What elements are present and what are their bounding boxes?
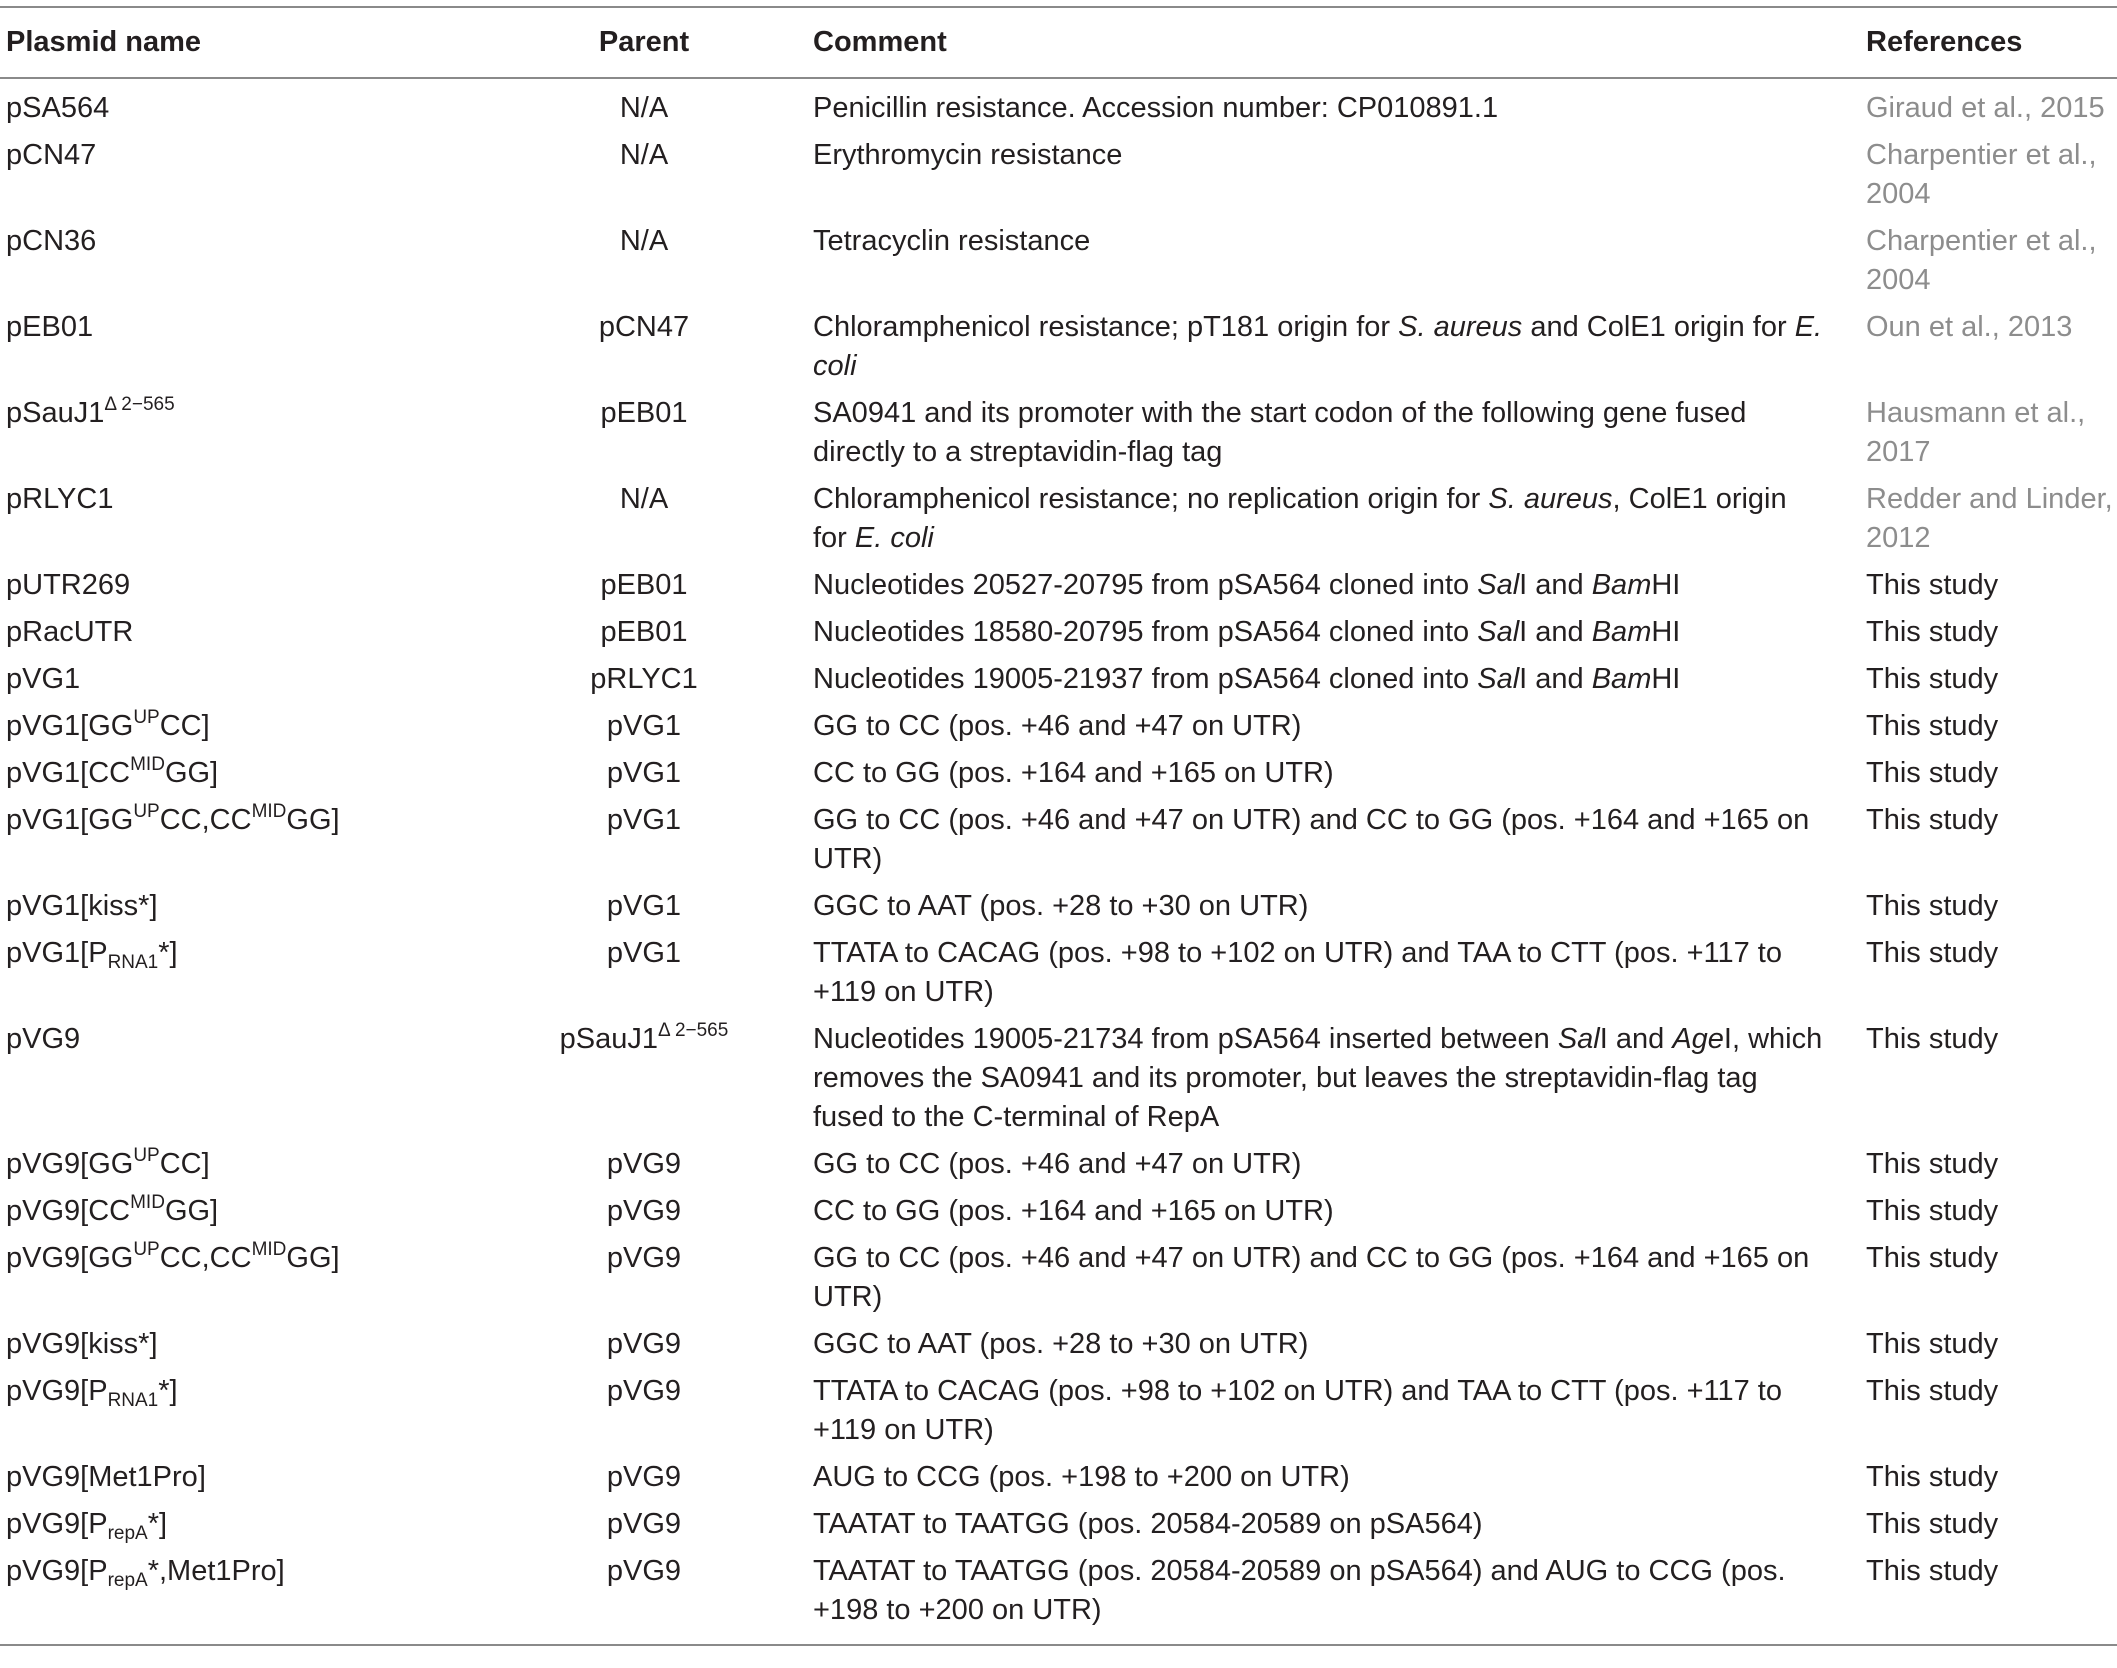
table-row <box>0 476 2117 562</box>
text-run: *] <box>158 937 178 969</box>
text-run: pVG1[GG <box>6 710 134 742</box>
text-run: pVG9[P <box>6 1508 108 1540</box>
table-row <box>0 1235 2117 1321</box>
parent-cell <box>475 797 813 883</box>
parent-cell <box>475 562 813 609</box>
parent-cell <box>475 750 813 797</box>
parent-cell <box>475 1501 813 1548</box>
text-run: pVG9 <box>606 1508 682 1540</box>
plasmid-name-cell <box>0 1235 475 1321</box>
subscript-text: RNA1 <box>107 1390 159 1411</box>
subscript-text: repA <box>107 1523 148 1544</box>
table-row <box>0 1548 2117 1645</box>
text-run: *,Met1Pro] <box>147 1555 285 1587</box>
plasmid-name-cell <box>0 1501 475 1548</box>
parent-cell <box>475 1016 813 1141</box>
parent-cell <box>475 656 813 703</box>
table-body <box>0 78 2117 1645</box>
reference-cell: This study <box>1866 569 1999 601</box>
text-run: Nucleotides 19005-21734 from pSA564 inserted between <box>813 1023 1558 1055</box>
text-run: pCN47 <box>598 311 690 343</box>
text-run: TTATA to CACAG (pos. +98 to +102 on UTR) and TAA to CTT (pos. +117 to +119 on UTR) <box>813 937 1782 1008</box>
text-run: I and <box>1519 616 1592 648</box>
text-run: pVG9[GG <box>6 1148 134 1180</box>
italic-text: S. aureus <box>1398 311 1523 343</box>
comment-cell <box>813 562 1866 609</box>
table-row <box>0 883 2117 930</box>
superscript-text: MID <box>130 1192 165 1213</box>
text-run: pVG9 <box>606 1148 682 1180</box>
text-run: Penicillin resistance. Accession number: CP010891.1 <box>813 92 1499 124</box>
table-row <box>0 797 2117 883</box>
text-run: pRacUTR <box>6 616 134 648</box>
table-row <box>0 930 2117 1016</box>
plasmid-name-cell <box>0 930 475 1016</box>
italic-text: Sal <box>1477 663 1520 695</box>
superscript-text: MID <box>251 1239 287 1260</box>
text-run: GG] <box>164 1195 219 1227</box>
plasmid-name-cell <box>0 218 475 304</box>
plasmid-name-cell <box>0 1368 475 1454</box>
reference-cell: This study <box>1866 663 1999 695</box>
text-run: pVG9[Met1Pro] <box>6 1461 206 1493</box>
plasmid-name-cell <box>0 609 475 656</box>
text-run: Chloramphenicol resistance; pT181 origin for <box>813 311 1399 343</box>
text-run: TAATAT to TAATGG (pos. 20584-20589 on pSA564) <box>813 1508 1483 1540</box>
header-parent: Parent <box>598 26 690 58</box>
text-run: CC to GG (pos. +164 and +165 on UTR) <box>813 1195 1334 1227</box>
italic-text: Age <box>1672 1023 1724 1055</box>
text-run: pEB01 <box>600 569 688 601</box>
text-run: AUG to CCG (pos. +198 to +200 on UTR) <box>813 1461 1350 1493</box>
reference-link[interactable]: Oun et al., 2013 <box>1866 311 2073 343</box>
parent-cell <box>475 476 813 562</box>
reference-cell: This study <box>1866 890 1999 922</box>
plasmid-name-cell <box>0 883 475 930</box>
superscript-text: MID <box>251 801 287 822</box>
text-run: CC] <box>159 710 210 742</box>
text-run: *] <box>158 1375 178 1407</box>
text-run: CC,CC <box>159 1242 252 1274</box>
parent-cell <box>475 1368 813 1454</box>
text-run: GGC to AAT (pos. +28 to +30 on UTR) <box>813 1328 1309 1360</box>
plasmid-table <box>0 6 2117 1646</box>
text-run: pVG1[P <box>6 937 108 969</box>
comment-cell <box>813 1321 1866 1368</box>
text-run: N/A <box>619 225 669 257</box>
table-row <box>0 1321 2117 1368</box>
parent-cell <box>475 304 813 390</box>
table-row <box>0 78 2117 132</box>
parent-cell <box>475 1548 813 1645</box>
text-run: , ColE1 origin for <box>813 483 1787 554</box>
italic-text: Sal <box>1477 616 1520 648</box>
table-row <box>0 1368 2117 1454</box>
table-row <box>0 218 2117 304</box>
comment-cell <box>813 656 1866 703</box>
comment-cell <box>813 1141 1866 1188</box>
table-row <box>0 1141 2117 1188</box>
text-run: HI <box>1651 616 1681 648</box>
comment-cell <box>813 750 1866 797</box>
text-run: HI <box>1651 663 1681 695</box>
text-run: pEB01 <box>6 311 94 343</box>
comment-cell <box>813 883 1866 930</box>
text-run: GG to CC (pos. +46 and +47 on UTR) <box>813 1148 1302 1180</box>
subscript-text: RNA1 <box>107 952 159 973</box>
superscript-text: MID <box>130 754 165 775</box>
text-run: Nucleotides 18580-20795 from pSA564 cloned into <box>813 616 1478 648</box>
reference-link[interactable]: Charpentier et al., 2004 <box>1866 225 2097 296</box>
comment-cell <box>813 1548 1866 1645</box>
plasmid-name-cell <box>0 1321 475 1368</box>
text-run: TAATAT to TAATGG (pos. 20584-20589 on pSA564) and AUG to CCG (pos. +198 to +200 on UTR) <box>813 1555 1786 1626</box>
text-run: Nucleotides 19005-21937 from pSA564 cloned into <box>813 663 1478 695</box>
comment-cell <box>813 218 1866 304</box>
text-run: pRLYC1 <box>590 663 698 695</box>
text-run: Chloramphenicol resistance; no replication origin for <box>813 483 1489 515</box>
parent-cell <box>475 218 813 304</box>
plasmid-name-cell <box>0 750 475 797</box>
italic-text: E. coli <box>854 522 934 554</box>
italic-text: Sal <box>1557 1023 1600 1055</box>
reference-cell: This study <box>1866 1375 1999 1407</box>
comment-cell <box>813 703 1866 750</box>
text-run: pCN36 <box>6 225 97 257</box>
text-run: pVG9 <box>606 1555 682 1587</box>
comment-cell <box>813 1501 1866 1548</box>
text-run: and ColE1 origin for <box>1522 311 1795 343</box>
text-run: pVG9 <box>606 1328 682 1360</box>
text-run: GG] <box>286 804 340 836</box>
reference-cell: This study <box>1866 1023 1999 1055</box>
text-run: I and <box>1519 569 1592 601</box>
text-run: pVG9 <box>6 1023 81 1055</box>
text-run: pEB01 <box>600 616 688 648</box>
text-run: pVG1[GG <box>6 804 134 836</box>
comment-cell <box>813 78 1866 132</box>
superscript-text: Δ 2−565 <box>104 394 175 415</box>
comment-cell <box>813 1454 1866 1501</box>
parent-cell <box>475 883 813 930</box>
table-row <box>0 132 2117 218</box>
text-run: GG] <box>286 1242 340 1274</box>
italic-text: Bam <box>1591 663 1652 695</box>
reference-cell: This study <box>1866 757 1999 789</box>
superscript-text: UP <box>133 707 160 728</box>
italic-text: E. coli <box>813 311 1823 382</box>
header-comment: Comment <box>813 26 947 58</box>
italic-text: Bam <box>1591 569 1652 601</box>
reference-cell: This study <box>1866 616 1999 648</box>
reference-cell: This study <box>1866 1242 1999 1274</box>
text-run: pEB01 <box>600 397 688 429</box>
parent-cell <box>475 609 813 656</box>
parent-cell <box>475 1454 813 1501</box>
reference-cell: This study <box>1866 1195 1999 1227</box>
parent-cell <box>475 703 813 750</box>
plasmid-name-cell <box>0 1141 475 1188</box>
text-run: TTATA to CACAG (pos. +98 to +102 on UTR) and TAA to CTT (pos. +117 to +119 on UTR) <box>813 1375 1782 1446</box>
text-run: N/A <box>619 139 669 171</box>
reference-cell: This study <box>1866 937 1999 969</box>
parent-cell <box>475 1188 813 1235</box>
plasmid-name-cell <box>0 390 475 476</box>
text-run: GG to CC (pos. +46 and +47 on UTR) and CC to GG (pos. +164 and +165 on UTR) <box>813 1242 1810 1313</box>
subscript-text: repA <box>107 1570 148 1591</box>
comment-cell <box>813 390 1866 476</box>
text-run: pVG9 <box>606 1461 682 1493</box>
text-run: pSauJ1 <box>6 397 105 429</box>
text-run: pVG1[kiss*] <box>6 890 158 922</box>
comment-cell <box>813 1188 1866 1235</box>
plasmid-name-cell <box>0 656 475 703</box>
table-row <box>0 750 2117 797</box>
parent-cell <box>475 1321 813 1368</box>
comment-cell <box>813 797 1866 883</box>
table-row <box>0 703 2117 750</box>
text-run: Tetracyclin resistance <box>813 225 1091 257</box>
text-run: GG to CC (pos. +46 and +47 on UTR) and CC to GG (pos. +164 and +165 on UTR) <box>813 804 1810 875</box>
reference-cell: This study <box>1866 710 1999 742</box>
italic-text: S. aureus <box>1488 483 1613 515</box>
table-row <box>0 304 2117 390</box>
text-run: N/A <box>619 483 669 515</box>
text-run: CC] <box>159 1148 210 1180</box>
comment-cell <box>813 609 1866 656</box>
plasmid-name-cell <box>0 1016 475 1141</box>
reference-link[interactable]: Charpentier et al., 2004 <box>1866 139 2097 210</box>
text-run: pVG1 <box>606 757 682 789</box>
text-run: CC,CC <box>159 804 252 836</box>
text-run: pVG1 <box>606 937 682 969</box>
plasmid-name-cell <box>0 703 475 750</box>
superscript-text: Δ 2−565 <box>658 1020 729 1041</box>
comment-cell <box>813 930 1866 1016</box>
parent-cell <box>475 132 813 218</box>
text-run: pVG9 <box>606 1195 682 1227</box>
comment-cell <box>813 1235 1866 1321</box>
comment-cell <box>813 1368 1866 1454</box>
table-row <box>0 1501 2117 1548</box>
reference-cell: This study <box>1866 804 1999 836</box>
plasmid-name-cell <box>0 797 475 883</box>
text-run: GG to CC (pos. +46 and +47 on UTR) <box>813 710 1302 742</box>
superscript-text: UP <box>133 1145 160 1166</box>
text-run: GG] <box>164 757 219 789</box>
text-run: Nucleotides 20527-20795 from pSA564 cloned into <box>813 569 1478 601</box>
text-run: N/A <box>619 92 669 124</box>
text-run: pVG9[kiss*] <box>6 1328 158 1360</box>
reference-cell: This study <box>1866 1508 1999 1540</box>
table-row <box>0 1454 2117 1501</box>
comment-cell <box>813 132 1866 218</box>
superscript-text: UP <box>133 1239 160 1260</box>
plasmid-name-cell <box>0 132 475 218</box>
plasmid-name-cell <box>0 1188 475 1235</box>
text-run: pVG1 <box>606 804 682 836</box>
text-run: CC to GG (pos. +164 and +165 on UTR) <box>813 757 1334 789</box>
text-run: pVG1 <box>606 890 682 922</box>
reference-cell: This study <box>1866 1555 1999 1587</box>
italic-text: Bam <box>1591 616 1652 648</box>
text-run: pSA564 <box>6 92 110 124</box>
plasmid-name-cell <box>0 562 475 609</box>
text-run: I, which removes the SA0941 and its promoter, but leaves the streptavidin-flag tag fused to the C-terminal of RepA <box>813 1023 1823 1133</box>
italic-text: Sal <box>1477 569 1520 601</box>
plasmid-name-cell <box>0 78 475 132</box>
parent-cell <box>475 930 813 1016</box>
text-run: pVG9[P <box>6 1555 108 1587</box>
text-run: *] <box>147 1508 168 1540</box>
header-references: References <box>1866 26 2023 58</box>
superscript-text: UP <box>133 801 160 822</box>
text-run: pVG9[P <box>6 1375 108 1407</box>
plasmid-name-cell <box>0 304 475 390</box>
text-run: pRLYC1 <box>6 483 114 515</box>
text-run: GGC to AAT (pos. +28 to +30 on UTR) <box>813 890 1309 922</box>
text-run: pVG1 <box>6 663 81 695</box>
plasmid-name-cell <box>0 1454 475 1501</box>
table-row <box>0 609 2117 656</box>
text-run: pVG9[GG <box>6 1242 134 1274</box>
header-row <box>0 7 2117 78</box>
text-run: HI <box>1651 569 1681 601</box>
table-row <box>0 562 2117 609</box>
parent-cell <box>475 78 813 132</box>
table-row <box>0 1188 2117 1235</box>
parent-cell <box>475 1235 813 1321</box>
comment-cell <box>813 476 1866 562</box>
reference-cell: This study <box>1866 1328 1999 1360</box>
table-row <box>0 1016 2117 1141</box>
plasmid-name-cell <box>0 476 475 562</box>
text-run: pUTR269 <box>6 569 131 601</box>
text-run: pSauJ1 <box>559 1023 659 1055</box>
comment-cell <box>813 1016 1866 1141</box>
text-run: pCN47 <box>6 139 97 171</box>
table-row <box>0 656 2117 703</box>
reference-link[interactable]: Hausmann et al., 2017 <box>1866 397 2086 468</box>
reference-link[interactable]: Giraud et al., 2015 <box>1866 92 2105 124</box>
reference-cell: This study <box>1866 1461 1999 1493</box>
text-run: SA0941 and its promoter with the start codon of the following gene fused directly to a streptavidin-flag tag <box>813 397 1747 468</box>
text-run: pVG9[CC <box>6 1195 131 1227</box>
text-run: Erythromycin resistance <box>813 139 1123 171</box>
text-run: pVG1[CC <box>6 757 131 789</box>
comment-cell <box>813 304 1866 390</box>
parent-cell <box>475 1141 813 1188</box>
parent-cell <box>475 390 813 476</box>
plasmid-name-cell <box>0 1548 475 1645</box>
text-run: I and <box>1519 663 1592 695</box>
table-row <box>0 390 2117 476</box>
header-plasmid-name: Plasmid name <box>6 26 202 58</box>
reference-cell: This study <box>1866 1148 1999 1180</box>
text-run: pVG9 <box>606 1242 682 1274</box>
text-run: pVG1 <box>606 710 682 742</box>
text-run: pVG9 <box>606 1375 682 1407</box>
reference-link[interactable]: Redder and Linder, 2012 <box>1866 483 2113 554</box>
text-run: I and <box>1599 1023 1673 1055</box>
table-header <box>0 7 2117 78</box>
